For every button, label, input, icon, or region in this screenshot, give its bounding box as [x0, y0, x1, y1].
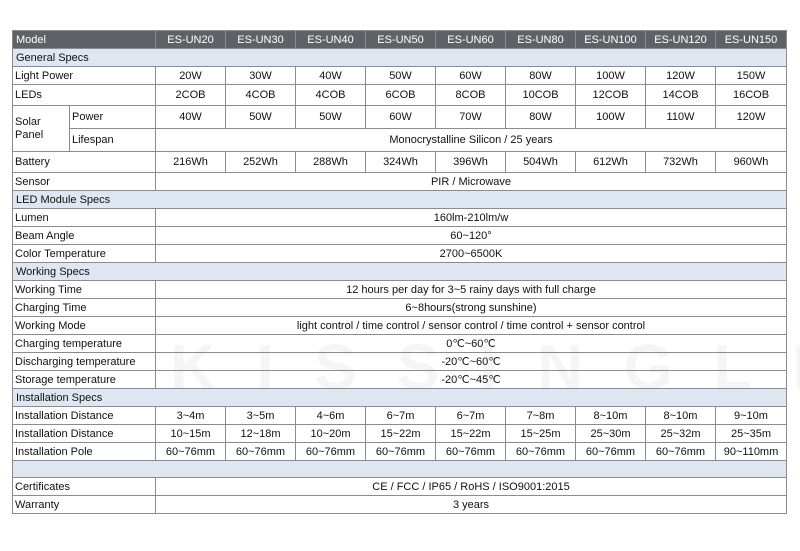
cell: 9~10m [716, 407, 787, 425]
cell: 12COB [576, 85, 646, 106]
cell: light control / time control / sensor control / time control + sensor control [156, 317, 787, 335]
cell: 3~5m [226, 407, 296, 425]
cell: 60~76mm [646, 443, 716, 461]
cell: 6~7m [366, 407, 436, 425]
model-header: ES-UN100 [576, 31, 646, 49]
row-label: Lumen [13, 209, 156, 227]
cell: 40W [296, 67, 366, 85]
cell: 50W [366, 67, 436, 85]
table-row [13, 299, 787, 317]
cell: 15~22m [366, 425, 436, 443]
model-header: ES-UN150 [716, 31, 787, 49]
cell: -20℃~45℃ [156, 371, 787, 389]
cell: 216Wh [156, 152, 226, 173]
table-row [13, 317, 787, 335]
section-installation: Installation Specs [13, 389, 787, 407]
cell: 324Wh [366, 152, 436, 173]
cell: 120W [646, 67, 716, 85]
row-label: LEDs [13, 85, 156, 106]
row-label: Installation Distance [13, 425, 156, 443]
cell: 50W [296, 106, 366, 129]
cell: 120W [716, 106, 787, 129]
cell: 288Wh [296, 152, 366, 173]
cell: 60~76mm [506, 443, 576, 461]
blank-row [13, 461, 787, 478]
cell: 612Wh [576, 152, 646, 173]
cell: 60~76mm [576, 443, 646, 461]
cell: 100W [576, 106, 646, 129]
table-row [13, 478, 787, 496]
model-header: ES-UN80 [506, 31, 576, 49]
cell: 252Wh [226, 152, 296, 173]
row-label: Warranty [13, 496, 156, 514]
cell: 12 hours per day for 3~5 rainy days with full charge [156, 281, 787, 299]
cell: 3 years [156, 496, 787, 514]
cell: 396Wh [436, 152, 506, 173]
table-row [13, 209, 787, 227]
row-label: Working Time [13, 281, 156, 299]
cell: 25~30m [576, 425, 646, 443]
table-row [13, 335, 787, 353]
row-label: Charging Time [13, 299, 156, 317]
blank-cell [13, 461, 787, 478]
cell: 16COB [716, 85, 787, 106]
table-row [13, 129, 787, 152]
cell: 960Wh [716, 152, 787, 173]
table-row [13, 425, 787, 443]
cell: 10~20m [296, 425, 366, 443]
row-label: Color Temperature [13, 245, 156, 263]
cell: 8~10m [576, 407, 646, 425]
cell: 60~76mm [156, 443, 226, 461]
cell: 150W [716, 67, 787, 85]
row-label: Battery [13, 152, 156, 173]
cell: 80W [506, 106, 576, 129]
cell: 25~32m [646, 425, 716, 443]
cell: 6COB [366, 85, 436, 106]
cell: 90~110mm [716, 443, 787, 461]
model-header: ES-UN40 [296, 31, 366, 49]
cell: 8~10m [646, 407, 716, 425]
cell: 6~7m [436, 407, 506, 425]
row-label: Discharging temperature [13, 353, 156, 371]
cell: 4COB [296, 85, 366, 106]
cell: Monocrystalline Silicon / 25 years [156, 129, 787, 152]
table-row [13, 245, 787, 263]
cell: -20℃~60℃ [156, 353, 787, 371]
cell: 60W [366, 106, 436, 129]
row-label: Beam Angle [13, 227, 156, 245]
cell: 40W [156, 106, 226, 129]
table-row [13, 443, 787, 461]
cell: 60~76mm [226, 443, 296, 461]
cell: 60~76mm [296, 443, 366, 461]
table-row [13, 371, 787, 389]
cell: 60~76mm [436, 443, 506, 461]
sub-label: Lifespan [70, 129, 156, 152]
row-label: Charging temperature [13, 335, 156, 353]
row-label: Installation Distance [13, 407, 156, 425]
cell: 60W [436, 67, 506, 85]
table-row [13, 67, 787, 85]
cell: 50W [226, 106, 296, 129]
cell: 14COB [646, 85, 716, 106]
header-row [13, 31, 787, 49]
sub-label: Power [70, 106, 156, 129]
cell: 110W [646, 106, 716, 129]
cell: 2COB [156, 85, 226, 106]
cell: 20W [156, 67, 226, 85]
cell: 4COB [226, 85, 296, 106]
cell: 100W [576, 67, 646, 85]
row-label: Solar Panel [13, 106, 70, 152]
section-general: General Specs [13, 49, 787, 67]
table-row [13, 281, 787, 299]
cell: 160lm-210lm/w [156, 209, 787, 227]
row-label: Working Mode [13, 317, 156, 335]
model-header: ES-UN20 [156, 31, 226, 49]
cell: 10COB [506, 85, 576, 106]
model-header: ES-UN30 [226, 31, 296, 49]
row-label: Installation Pole [13, 443, 156, 461]
section-working: Working Specs [13, 263, 787, 281]
cell: PIR / Microwave [156, 173, 787, 191]
table-row [13, 85, 787, 106]
cell: 60~120° [156, 227, 787, 245]
cell: 8COB [436, 85, 506, 106]
table-row [13, 227, 787, 245]
table-row [13, 173, 787, 191]
row-label: Light Power [13, 67, 156, 85]
cell: 2700~6500K [156, 245, 787, 263]
cell: 30W [226, 67, 296, 85]
cell: 60~76mm [366, 443, 436, 461]
cell: 3~4m [156, 407, 226, 425]
table-row [13, 496, 787, 514]
row-label: Certificates [13, 478, 156, 496]
cell: 25~35m [716, 425, 787, 443]
cell: 732Wh [646, 152, 716, 173]
cell: 70W [436, 106, 506, 129]
table-row [13, 407, 787, 425]
cell: 0℃~60℃ [156, 335, 787, 353]
table-row [13, 106, 787, 129]
row-label: Sensor [13, 173, 156, 191]
cell: 4~6m [296, 407, 366, 425]
cell: 15~22m [436, 425, 506, 443]
table-row [13, 152, 787, 173]
row-label: Storage temperature [13, 371, 156, 389]
cell: 15~25m [506, 425, 576, 443]
cell: 7~8m [506, 407, 576, 425]
table-row [13, 353, 787, 371]
model-header: ES-UN120 [646, 31, 716, 49]
cell: 504Wh [506, 152, 576, 173]
section-led-module: LED Module Specs [13, 191, 787, 209]
cell: 80W [506, 67, 576, 85]
cell: 10~15m [156, 425, 226, 443]
cell: CE / FCC / IP65 / RoHS / ISO9001:2015 [156, 478, 787, 496]
cell: 6~8hours(strong sunshine) [156, 299, 787, 317]
spec-table [12, 30, 787, 514]
cell: 12~18m [226, 425, 296, 443]
model-header: ES-UN60 [436, 31, 506, 49]
model-header: ES-UN50 [366, 31, 436, 49]
header-label: Model [13, 31, 156, 49]
